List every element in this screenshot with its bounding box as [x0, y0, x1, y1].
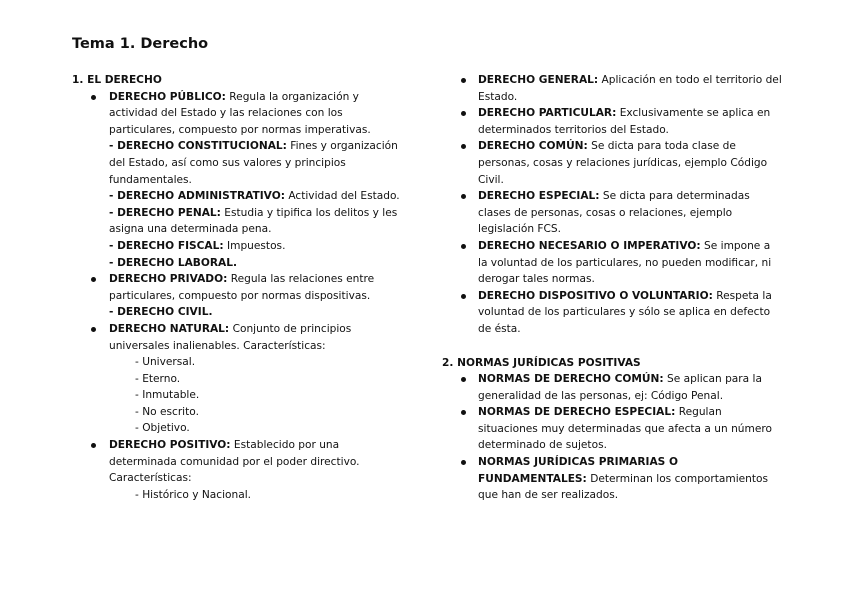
desc-derecho-privado: Regula las relaciones entre particulares, compuesto por normas dispositivas. [109, 273, 375, 302]
desc-derecho-natural: Conjunto de principios universales inalienables. Características: [109, 322, 352, 352]
list-item-derecho-privado [72, 271, 402, 321]
sub-fiscal [109, 238, 402, 255]
desc: Se dicta para determinadas clases de personas, cosas o relaciones, ejemplo legislación FCS. [478, 190, 750, 236]
list-item-normas-comun [442, 371, 782, 404]
list-item-normas-primarias [442, 454, 782, 504]
list-item-derecho-general [442, 72, 782, 105]
sub-label: - DERECHO PENAL: [109, 206, 221, 219]
sub-laboral [109, 255, 402, 272]
term: DERECHO GENERAL: [478, 74, 599, 86]
desc: Aplicación en todo el territorio del Estado. [478, 74, 782, 103]
sub-desc: Fines y organización del Estado, así como sus valores y principios fundamentales. [109, 140, 398, 186]
list-item-derecho-necesario [442, 238, 782, 288]
term: DERECHO DISPOSITIVO O VOLUNTARIO: [478, 289, 713, 302]
normas-bullet-list [442, 371, 782, 504]
term: DERECHO PARTICULAR: [478, 107, 617, 120]
term-derecho-positivo: DERECHO POSITIVO: [109, 439, 231, 452]
sub-desc: Estudia y tipifica los delitos y les asigna una determinada pena. [109, 206, 398, 236]
left-column [72, 72, 402, 503]
sub-label: - DERECHO CONSTITUCIONAL: [109, 140, 287, 153]
list-item-derecho-publico [72, 89, 402, 272]
list-item-derecho-positivo [72, 437, 402, 503]
sub-desc: Impuestos. [227, 239, 286, 252]
desc: Se dicta para toda clase de personas, cosas y relaciones jurídicas, ejemplo Código Civil. [478, 140, 768, 186]
right-bullet-list [442, 72, 782, 338]
characteristic-item: - Universal. [135, 356, 196, 369]
characteristics-list [109, 487, 402, 504]
desc-derecho-positivo: Establecido por una determinada comunidad por el poder directivo. Características: [109, 439, 360, 485]
sub-desc: Actividad del Estado. [288, 190, 400, 203]
page-title: Tema 1. Derecho [72, 36, 209, 52]
list-item-derecho-particular [442, 105, 782, 138]
desc: Determinan los comportamientos que han de ser realizados. [478, 472, 769, 502]
term-derecho-publico: DERECHO PÚBLICO: [109, 90, 226, 103]
sub-penal [109, 205, 402, 238]
term: NORMAS JURÍDICAS PRIMARIAS O FUNDAMENTALES: [478, 456, 678, 485]
term: NORMAS DE DERECHO COMÚN: [478, 373, 664, 386]
term: NORMAS DE DERECHO ESPECIAL: [478, 406, 676, 419]
term-derecho-privado: DERECHO PRIVADO: [109, 273, 228, 286]
list-item-normas-especial [442, 404, 782, 454]
sub-label: - DERECHO ADMINISTRATIVO: [109, 190, 285, 203]
sub-civil [109, 304, 402, 321]
desc: Se aplican para la generalidad de las personas, ej: Código Penal. [478, 373, 762, 402]
characteristic-item: - Inmutable. [135, 389, 200, 402]
list-item-derecho-dispositivo [442, 288, 782, 338]
characteristic-item: - Histórico y Nacional. [135, 488, 252, 501]
characteristic-item: - No escrito. [135, 405, 199, 418]
term-derecho-natural: DERECHO NATURAL: [109, 322, 230, 335]
section-heading-el-derecho: 1. EL DERECHO [72, 74, 162, 86]
section-heading-normas: 2. NORMAS JURÍDICAS POSITIVAS [442, 356, 641, 369]
sub-administrativo [109, 188, 402, 205]
list-item-derecho-natural [72, 321, 402, 437]
characteristic-item: - Eterno. [135, 372, 181, 385]
desc: Exclusivamente se aplica en determinados territorios del Estado. [478, 107, 771, 136]
sub-label: - DERECHO CIVIL. [109, 306, 213, 319]
term: DERECHO COMÚN: [478, 140, 588, 153]
desc: Respeta la voluntad de los particulares y sólo se aplica en defecto de ésta. [478, 289, 772, 335]
sub-label: - DERECHO FISCAL: [109, 239, 224, 252]
sub-label: - DERECHO LABORAL. [109, 256, 238, 269]
list-item-derecho-comun [442, 138, 782, 188]
right-column [442, 72, 782, 504]
sub-constitucional [109, 138, 402, 188]
desc: Se impone a la voluntad de los particulares, no pueden modificar, ni derogar tales normas. [478, 239, 772, 286]
desc-derecho-publico: Regula la organización y actividad del Estado y las relaciones con los particulares, compuesto por normas imperativas. [109, 90, 371, 136]
term: DERECHO ESPECIAL: [478, 190, 600, 203]
desc: Regulan situaciones muy determinadas que afecta a un número determinado de sujetos. [478, 406, 772, 452]
characteristic-item: - Objetivo. [135, 422, 190, 435]
list-item-derecho-especial [442, 188, 782, 238]
section-spacer [442, 338, 782, 355]
left-bullet-list [72, 89, 402, 504]
term: DERECHO NECESARIO O IMPERATIVO: [478, 239, 701, 252]
characteristics-list [109, 354, 402, 437]
